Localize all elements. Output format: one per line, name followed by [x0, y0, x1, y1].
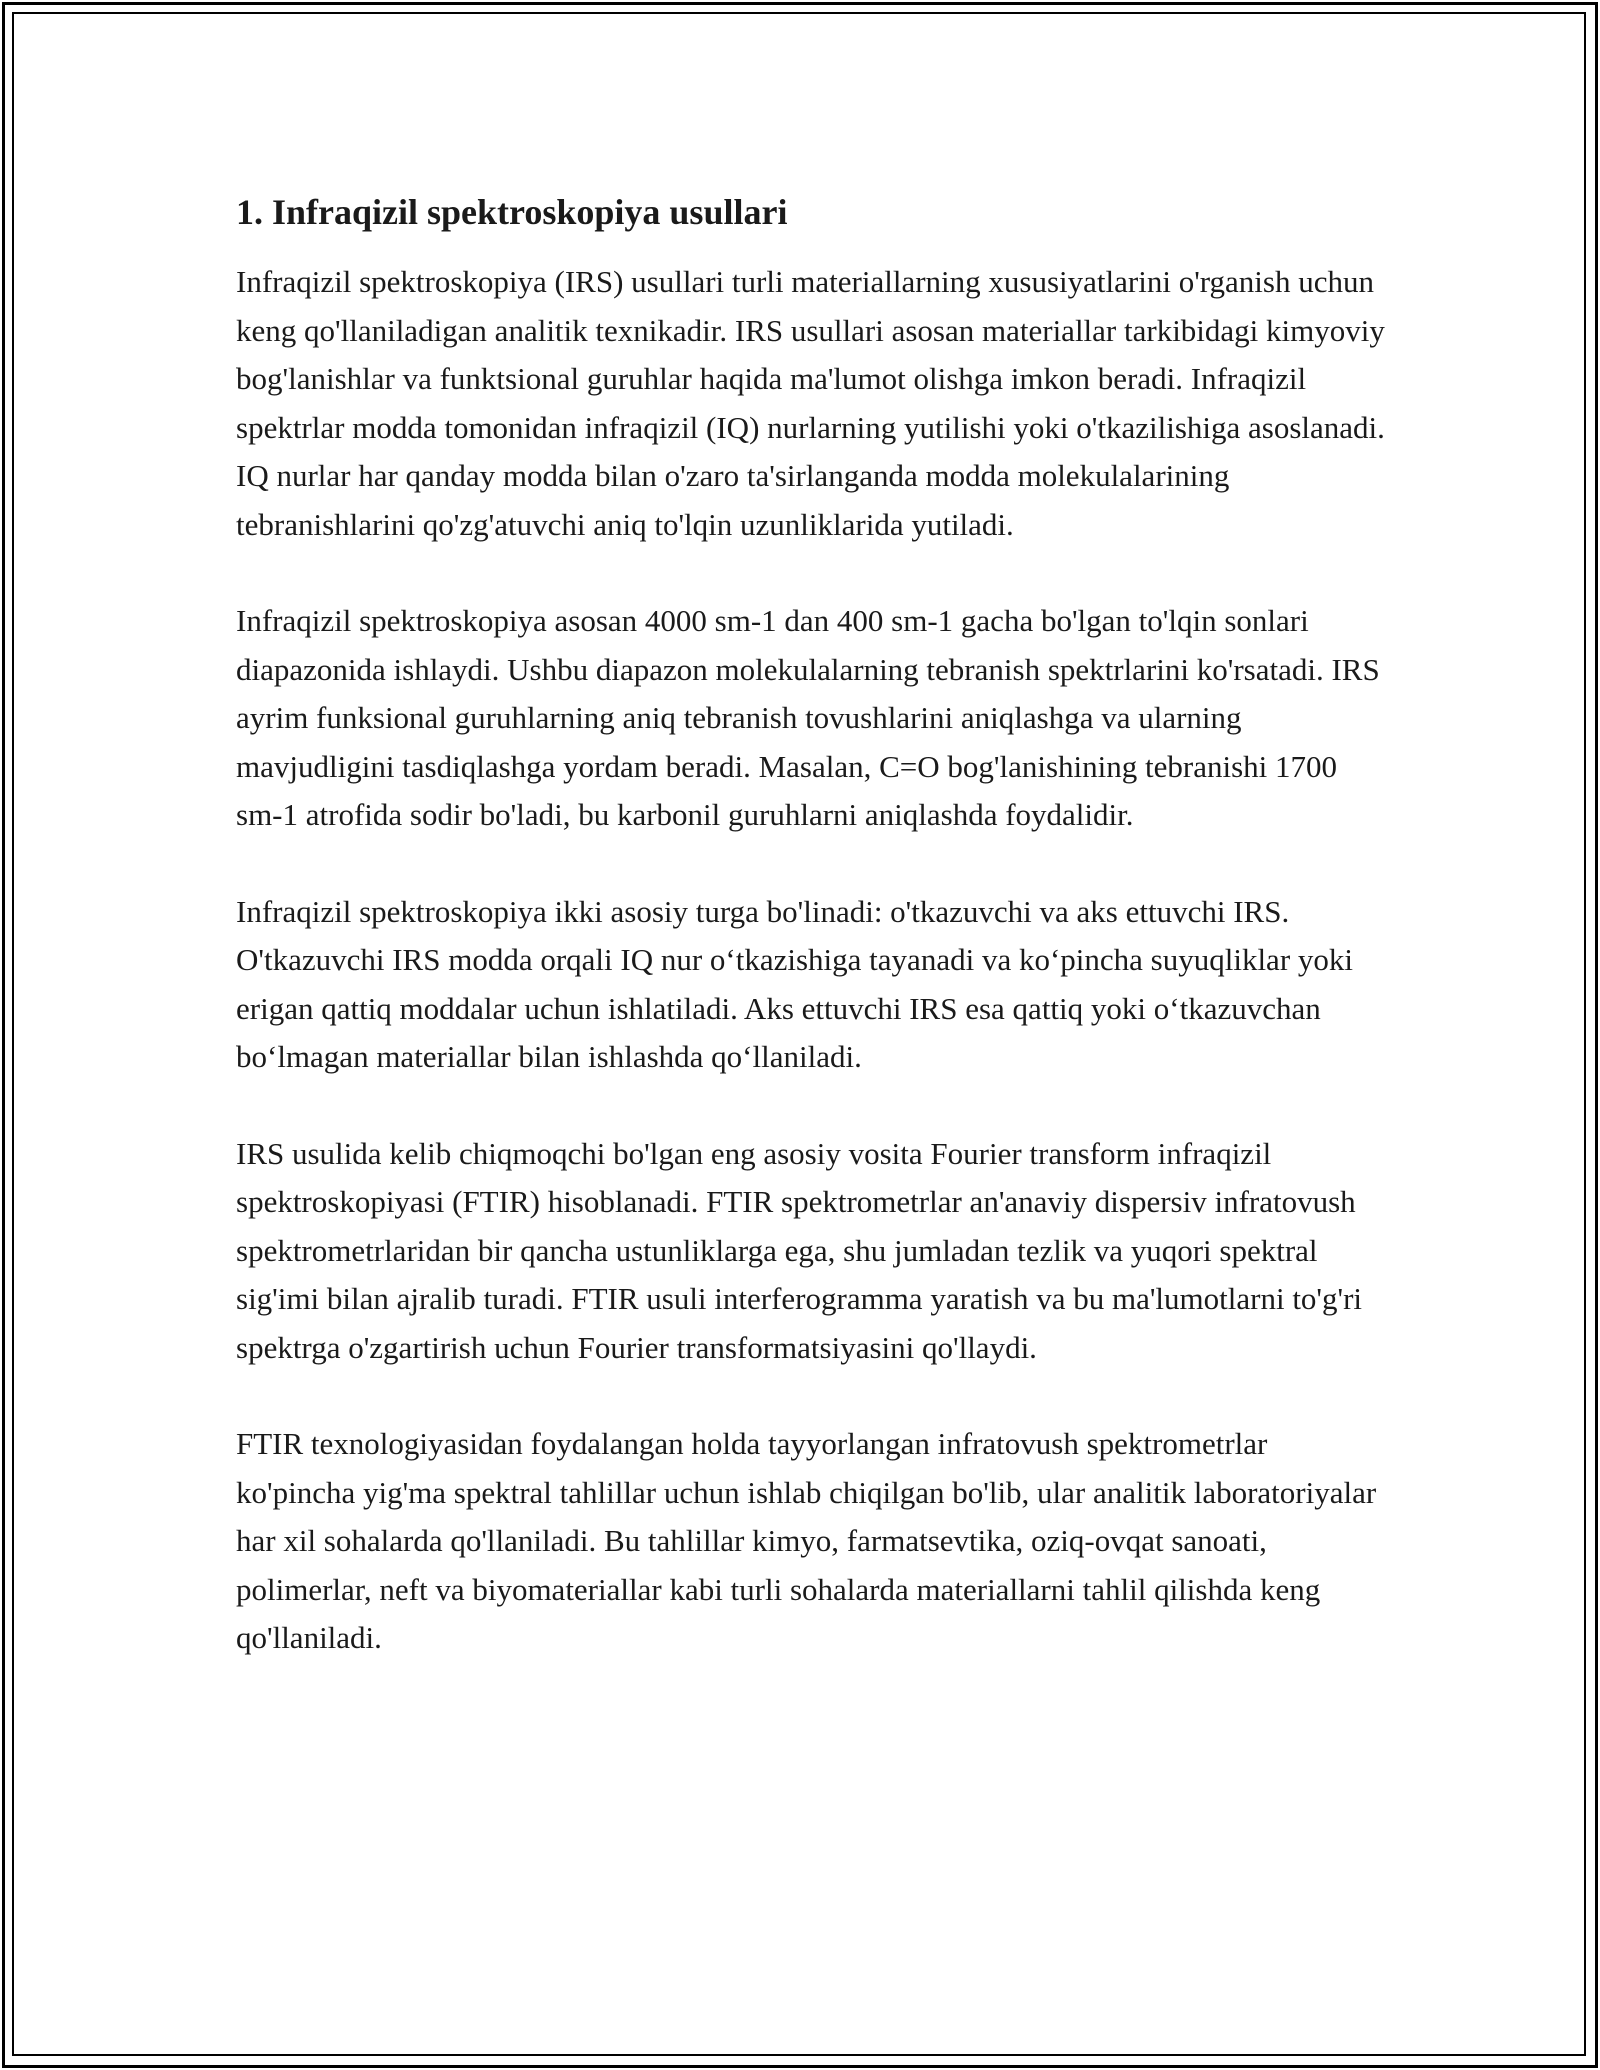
- paragraph-2: Infraqizil spektroskopiya asosan 4000 sm-1 dan 400 sm-1 gacha bo'lgan to'lqin sonlari diapazonida ishlaydi. Ushbu diapazon molekulalarning tebranish spektrlarini ko'rsatadi. IRS ayrim funksional guruhlarning aniq tebranish tovushlarini aniqlashga va ularning mavjudligini tasdiqlashga yordam beradi. Masalan, C=O bog'lanishining tebranishi 1700 sm-1 atrofida sodir bo'ladi, bu karbonil guruhlarni aniqlashda foydalidir.: [236, 603, 1380, 832]
- paragraph-1: Infraqizil spektroskopiya (IRS) usullari turli materiallarning xususiyatlarini o'rganish uchun keng qo'llaniladigan analitik texnikadir. IRS usullari asosan materiallar tarkibidagi kimyoviy bog'lanishlar va funktsional guruhlar haqida ma'lumot olishga imkon beradi. Infraqizil spektrlar modda tomonidan infraqizil (IQ) nurlarning yutilishi yoki o'tkazilishiga asoslanadi. IQ nurlar har qanday modda bilan o'zaro ta'sirlanganda modda molekulalarining tebranishlarini qo'zg'atuvchi aniq to'lqin uzunliklarida yutiladi.: [236, 264, 1385, 542]
- document-body: [236, 188, 1386, 1663]
- paragraph-5: FTIR texnologiyasidan foydalangan holda tayyorlangan infratovush spektrometrlar ko'pincha yig'ma spektral tahlillar uchun ishlab chiqilgan bo'lib, ular analitik laboratoriyalar har xil sohalarda qo'llaniladi. Bu tahlillar kimyo, farmatsevtika, oziq-ovqat sanoati, polimerlar, neft va biyomateriallar kabi turli sohalarda materiallarni tahlil qilishda keng qo'llaniladi.: [236, 1426, 1377, 1655]
- section-title: 1. Infraqizil spektroskopiya usullari: [236, 192, 788, 232]
- paragraph-3: Infraqizil spektroskopiya ikki asosiy turga bo'linadi: o'tkazuvchi va aks ettuvchi IRS. O'tkazuvchi IRS modda orqali IQ nur o‘tkazishiga tayanadi va ko‘pincha suyuqliklar yoki erigan qattiq moddalar uchun ishlatiladi. Aks ettuvchi IRS esa qattiq yoki o‘tkazuvchan bo‘lmagan materiallar bilan ishlashda qo‘llaniladi.: [236, 893, 1353, 1074]
- paragraph-4: IRS usulida kelib chiqmoqchi bo'lgan eng asosiy vosita Fourier transform infraqizil spektroskopiyasi (FTIR) hisoblanadi. FTIR spektrometrlar an'anaviy dispersiv infratovush spektrometrlaridan bir qancha ustunliklarga ega, shu jumladan tezlik va yuqori spektral sig'imi bilan ajralib turadi. FTIR usuli interferogramma yaratish va bu ma'lumotlarni to'g'ri spektrga o'zgartirish uchun Fourier transformatsiyasini qo'llaydi.: [236, 1135, 1363, 1365]
